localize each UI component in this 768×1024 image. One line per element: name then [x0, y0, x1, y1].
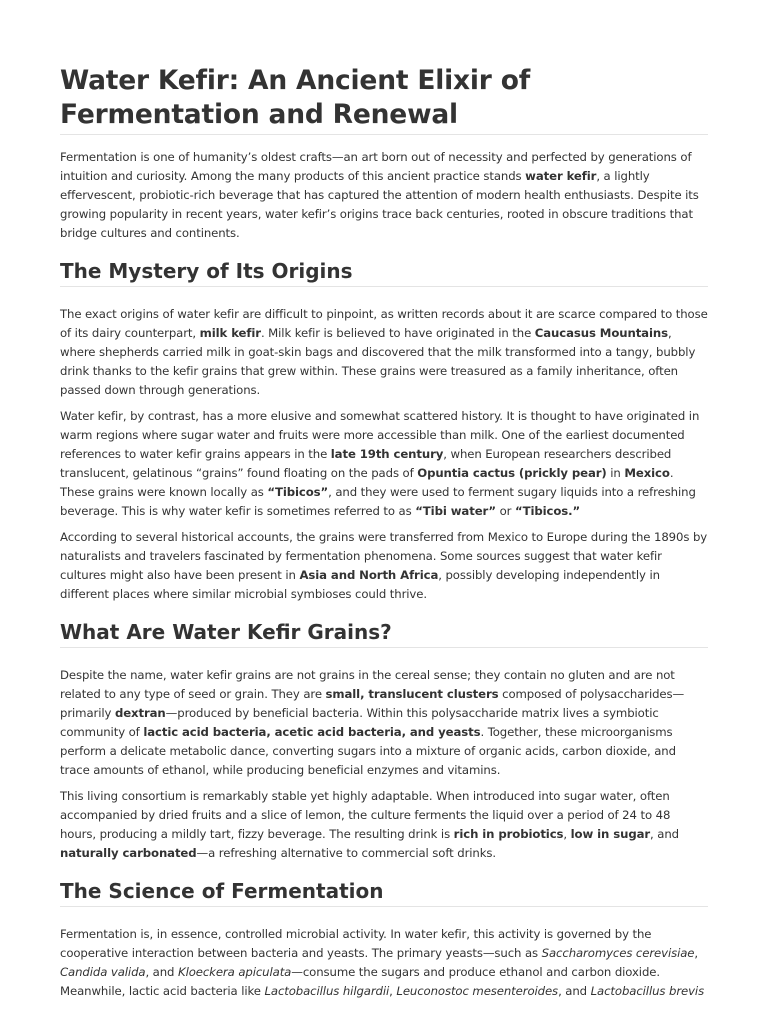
italic-term: Lactobacillus hilgardii — [264, 984, 390, 998]
italic-term: Leuconostoc mesenteroides — [396, 984, 559, 998]
section-heading: The Science of Fermentation — [60, 877, 708, 907]
text-run: in — [606, 466, 625, 480]
bold-term: Opuntia cactus (prickly pear) — [417, 466, 607, 480]
bold-term: Asia and North Africa — [299, 568, 439, 582]
section-heading: The Mystery of Its Origins — [60, 257, 708, 287]
text-run: —a refreshing alternative to commercial soft drinks. — [196, 846, 497, 860]
text-run: . Milk kefir is believed to have originated in the — [260, 326, 535, 340]
section-grains — [60, 618, 708, 863]
intro-paragraph — [60, 148, 708, 243]
text-run: According to several historical accounts, the grains were transferred from Mexico to Europe during the 1890s by naturalists and travelers fascinated by fermentation phenomena. Some sources suggest that water kefir cultures might also have been present in — [60, 530, 708, 582]
body-paragraph — [60, 528, 708, 604]
text-run: —produced by beneficial bacteria. Within this polysaccharide matrix lives a symbiotic community of — [60, 706, 659, 739]
text-run: , and — [650, 827, 679, 841]
text-run: Fermentation is, in essence, controlled microbial activity. In water kefir, this activity is governed by the cooperative interaction between bacteria and yeasts. The primary yeasts—such as — [60, 927, 652, 960]
text-run: , where shepherds carried milk in goat-skin bags and discovered that the milk transformed into a tangy, bubbly drink thanks to the kefir grains that grew within. These grains were treasured as a family inheritance, often passed down through generations. — [60, 326, 696, 397]
section-science — [60, 877, 708, 1001]
body-paragraph — [60, 787, 708, 863]
body-paragraph — [60, 666, 708, 780]
text-run: , possibly developing independently in different places where similar microbial symbioses could thrive. — [60, 568, 660, 601]
text-run: This living consortium is remarkably stable yet highly adaptable. When introduced into sugar water, often accompanied by dried fruits and a slice of lemon, the culture ferments the liquid over a period of 24 to 48 hours, producing a mildly tart, fizzy beverage. The resulting drink is — [60, 789, 671, 841]
bold-term: water kefir — [525, 169, 597, 183]
italic-term: Saccharomyces cerevisiae — [541, 946, 695, 960]
text-run: , — [389, 984, 397, 998]
italic-term: Kloeckera apiculata — [178, 965, 292, 979]
article-title: Water Kefir: An Ancient Elixir of Fermentation and Renewal — [60, 64, 708, 135]
bold-term: Mexico — [624, 466, 670, 480]
italic-term: Candida valida — [60, 965, 146, 979]
bold-term: late 19th century — [330, 447, 444, 461]
section-heading: What Are Water Kefir Grains? — [60, 618, 708, 648]
text-run: , a lightly effervescent, probiotic-rich beverage that has captured the attention of modern health enthusiasts. Despite its growing popularity in recent years, water kefir’s origins trace back centuries, rooted in obscure traditions that bridge cultures and continents. — [60, 169, 699, 240]
italic-term: Lactobacillus brevis — [590, 984, 705, 998]
bold-term: naturally carbonated — [60, 846, 197, 860]
bold-term: Caucasus Mountains — [534, 326, 668, 340]
text-run: composed of polysaccharides—primarily — [60, 687, 685, 720]
bold-term: low in sugar — [570, 827, 651, 841]
bold-term: “Tibicos” — [267, 485, 329, 499]
text-run: . Together, these microorganisms perform a delicate metabolic dance, converting sugars into a mixture of organic acids, carbon dioxide, and trace amounts of ethanol, while producing beneficial enzymes and vitamins. — [60, 725, 676, 777]
bold-term: lactic acid bacteria, acetic acid bacteria, and yeasts — [143, 725, 481, 739]
text-run: . These grains were known locally as — [60, 466, 674, 499]
text-run: Fermentation is one of humanity’s oldest crafts—an art born out of necessity and perfected by generations of intuition and curiosity. Among the many products of this ancient practice stands — [60, 150, 692, 183]
body-paragraph — [60, 407, 708, 521]
text-run: , and they were used to ferment sugary liquids into a refreshing beverage. This is why water kefir is sometimes referred to as — [60, 485, 696, 518]
section-origins — [60, 257, 708, 604]
text-run: Water kefir, by contrast, has a more elusive and somewhat scattered history. It is thought to have originated in warm regions where sugar water and fruits were more accessible than milk. One of the earliest documented references to water kefir grains appears in the — [60, 409, 700, 461]
bold-term: milk kefir — [199, 326, 261, 340]
bold-term: rich in probiotics — [453, 827, 564, 841]
text-run: , — [694, 946, 699, 960]
text-run: , when European researchers described translucent, gelatinous “grains” found floating on the pads of — [60, 447, 672, 480]
text-run: Despite the name, water kefir grains are not grains in the cereal sense; they contain no gluten and are not related to any type of seed or grain. They are — [60, 668, 675, 701]
text-run: The exact origins of water kefir are difficult to pinpoint, as written records about it are scarce compared to those of its dairy counterpart, — [60, 307, 708, 340]
text-run: , and — [145, 965, 178, 979]
bold-term: dextran — [114, 706, 166, 720]
bold-term: “Tibi water” — [415, 504, 496, 518]
text-run: or — [495, 504, 515, 518]
body-paragraph — [60, 925, 708, 1001]
body-paragraph — [60, 305, 708, 400]
text-run: —consume the sugars and produce ethanol and carbon dioxide. Meanwhile, lactic acid bacteria like — [60, 965, 660, 998]
bold-term: “Tibicos.” — [514, 504, 581, 518]
text-run: , and — [558, 984, 591, 998]
bold-term: small, translucent clusters — [325, 687, 499, 701]
text-run: , — [563, 827, 571, 841]
